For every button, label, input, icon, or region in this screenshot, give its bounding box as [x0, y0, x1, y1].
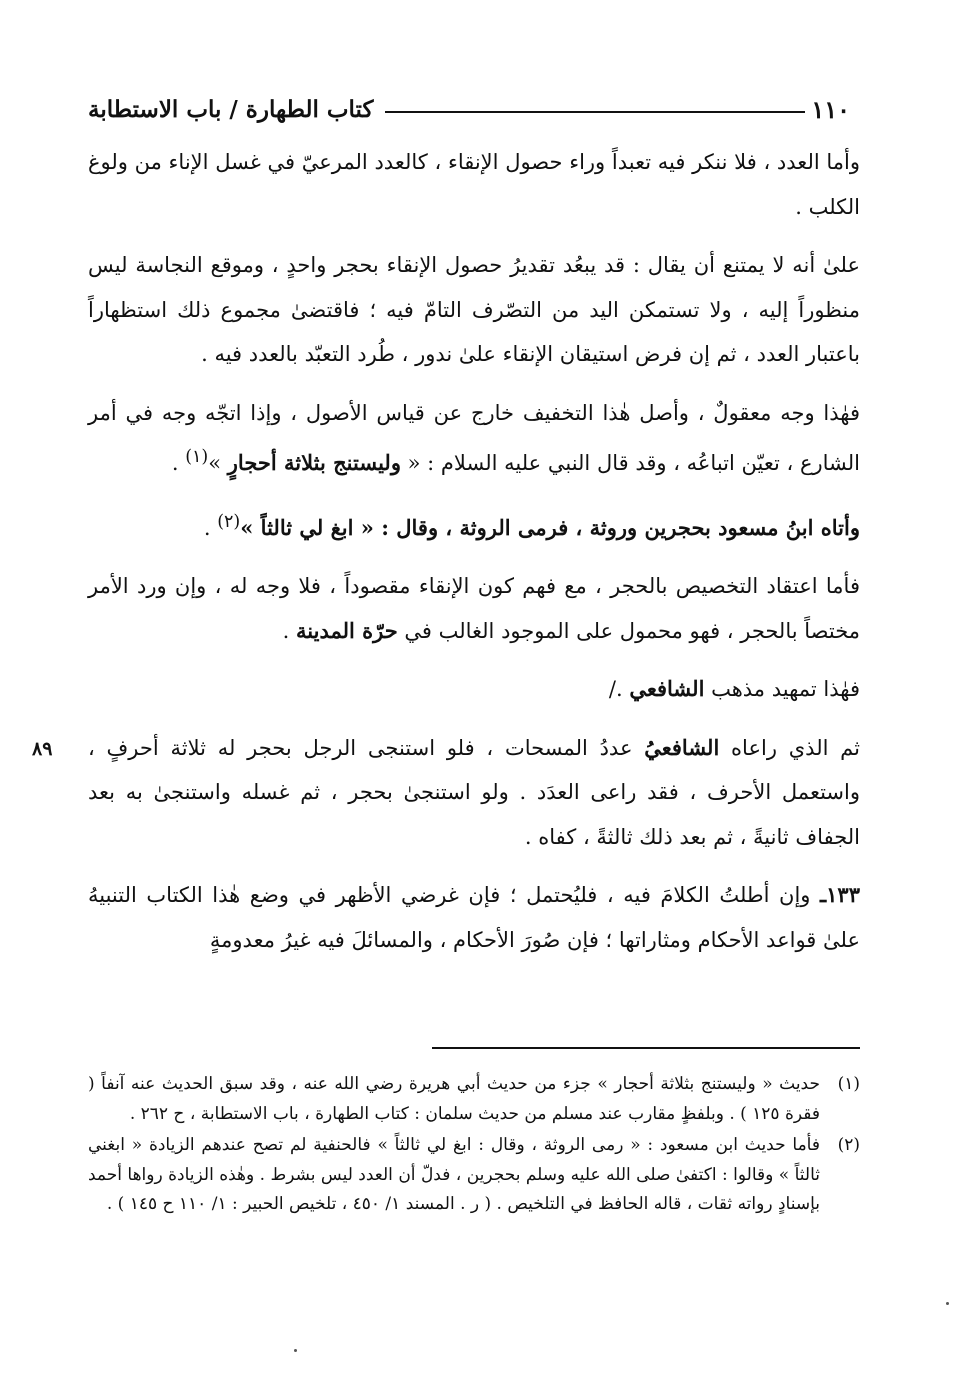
bold-text: الشافعي	[629, 676, 705, 701]
paragraph	[88, 140, 860, 229]
text-run: فهٰذا تمهيد مذهب	[704, 677, 860, 701]
paragraph	[88, 726, 860, 860]
text-run: علىٰ أنه لا يمتنع أن يقال : قد يبعُد تقديرُ حصول الإنقاء بحجر واحدٍ ، وموقع النجاسة ليس منظوراً إليه ، ولا تستمكن اليد من التصّرف التامّ فيه ؛ فاقتضىٰ مجموع ذلك استظهاراً باعتبار العدد ، ثم إن فرض استيقان الإنقاء علىٰ ندور ، طُرد التعبّد بالعدد فيه .	[88, 253, 860, 366]
footnote-text: حديث « وليستنج بثلاثة أحجار » جزء من حديث أبي هريرة رضي الله عنه ، وقد سبق الحديث عنه آنفاً ( فقرة ١٢٥ ) . وبلفظٍ مقارب عند مسلم من حديث سلمان : كتاب الطهارة ، باب الاستطابة ، ح ٢٦٢ .	[88, 1074, 820, 1124]
running-title: كتاب الطهارة / باب الاستطابة	[88, 95, 374, 123]
bold-text: الشافعيُ	[644, 734, 720, 760]
paragraph	[88, 243, 860, 377]
footnote-ref: (٢)	[217, 511, 241, 532]
text-run: فأما اعتقاد التخصيص بالحجر ، مع فهم كون الإنقاء مقصوداً ، فلا وجه له ، وإن ورد الأمر مختصاً بالحجر ، فهو محمول على الموجود الغالب في	[88, 574, 860, 643]
scan-speck	[946, 1302, 949, 1305]
margin-marker: ٨٩	[32, 738, 53, 760]
paragraph	[88, 564, 860, 653]
text-run: ثم الذي راعاه	[719, 735, 861, 760]
text-run: .	[203, 515, 218, 540]
paragraph	[88, 667, 860, 712]
text-run: »	[208, 451, 228, 475]
footnote	[88, 1070, 860, 1129]
bold-text: وليستنج بثلاثة أحجارٍ	[227, 450, 401, 475]
running-header	[88, 92, 850, 126]
header-rule	[385, 111, 805, 113]
text-run: وأما العدد ، فلا ننكر فيه تعبداً وراء حصول الإنقاء ، كالعدد المرعيّ في غسل الإناء من ولوغ الكلب .	[88, 150, 860, 219]
footnote-ref: (١)	[185, 447, 209, 467]
footnote-number: (٢)	[837, 1135, 860, 1155]
footnotes	[88, 1070, 860, 1222]
paragraph	[88, 500, 860, 551]
paragraph	[88, 391, 860, 486]
page-number: ١١٠	[811, 94, 850, 124]
footnote-number: (١)	[837, 1074, 860, 1094]
body-text	[88, 140, 860, 976]
footnote	[88, 1131, 860, 1220]
paragraph	[88, 873, 860, 962]
bold-text: ١٣٣ـ	[820, 882, 860, 907]
footnote-text: فأما حديث ابن مسعود : « رمى الروثة ، وقال : ابغ لي ثالثاً » فالحنفية لم تصح عندهم الزيادة « ابغني ثالثاً » وقالوا : اكتفىٰ صلى الله عليه وسلم بحجرين ، فدلّ أن العدد ليس بشرط . وهٰذه الزيادة رواها أحمد بإسنادٍ رواته ثقات ، قاله الحافظ في التلخيص . ( ر . المسند ١/ ٤٥٠ ، تلخيص الحبير : ١/ ١١٠ ح ١٤٥ ) .	[88, 1135, 820, 1214]
text-run: وإن أطلتُ الكلامَ فيه ، فليُحتمل ؛ فإن غرضي الأظهر في وضع هٰذا الكتاب التنبيهُ علىٰ قواعد الأحكام ومثاراتها ؛ فإن صُورَ الأحكام ، والمسائلَ فيه غيرُ معدومةٍ	[88, 883, 860, 952]
text-run: فهٰذا وجه معقولٌ ، وأصل هٰذا التخفيف خارج عن قياس الأصول ، وإذا اتجّه وجه في أمر الشارع ، تعيّن اتباعُه ، وقد قال النبي عليه السلام : «	[88, 400, 860, 475]
text-run: .	[282, 618, 296, 643]
text-run: ./	[608, 677, 630, 701]
text-run: .	[171, 451, 186, 475]
scan-speck	[294, 1349, 297, 1352]
footnote-rule	[432, 1047, 860, 1049]
bold-text: حرّة المدينة	[296, 617, 398, 643]
text-run: عددُ المسحات ، فلو استنجى الرجل بحجر له ثلاثة أحرفٍ ، واستعمل الأحرف ، فقد راعى العدَد . ولو استنجىٰ بحجر ، ثم غسله واستنجىٰ به بعد الجفاف ثانيةً ، ثم بعد ذلك ثالثةً ، كفاه .	[88, 735, 860, 849]
bold-text: وأتاه ابنُ مسعود بحجرين وروثة ، فرمى الروثة ، وقال : « ابغ لي ثالثاً »	[240, 514, 860, 540]
